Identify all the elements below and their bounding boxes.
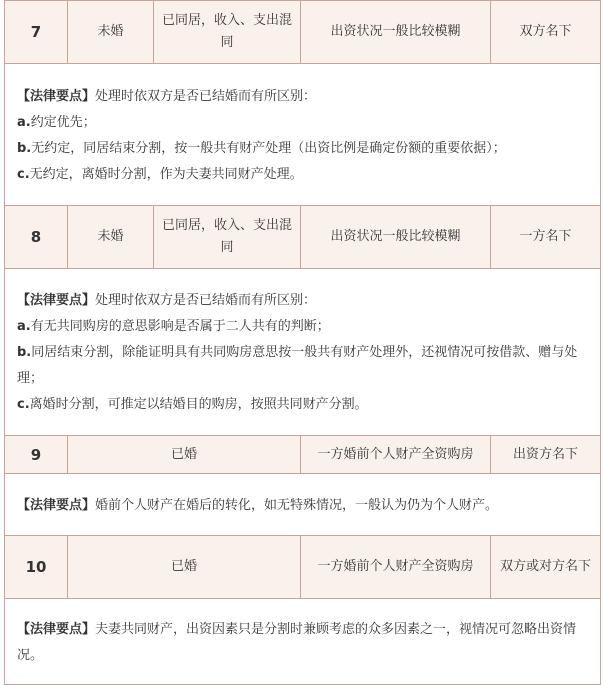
legal-note-intro: 夫妻共同财产，出资因素只是分割时兼顾考虑的众多因素之一，视情况可忽略出资情况。 (17, 621, 577, 663)
marital-status: 未婚 (68, 206, 154, 269)
property-rules-table-page (4, 0, 600, 685)
legal-note-row (5, 64, 601, 206)
case-number: 9 (5, 436, 68, 474)
marital-status: 已婚 (68, 536, 301, 599)
point-label: b. (17, 345, 32, 360)
case-number: 7 (5, 1, 68, 64)
legal-note-key: 【法律要点】 (17, 88, 96, 104)
legal-note-key: 【法律要点】 (17, 497, 96, 513)
table-row (5, 536, 601, 599)
point-text: 约定优先； (30, 114, 96, 130)
legal-note-row (5, 474, 601, 536)
point-label: c. (17, 397, 30, 412)
marital-status: 未婚 (68, 1, 154, 64)
point-text: 有无共同购房的意思影响是否属于二人共有的判断； (30, 319, 330, 334)
funding-situation: 一方婚前个人财产全资购房 (301, 436, 491, 474)
funding-situation: 出资状况一般比较模糊 (301, 1, 491, 64)
legal-note-intro: 处理时依双方是否已结婚而有所区别： (95, 88, 317, 104)
legal-note-row (5, 269, 601, 436)
legal-note-key: 【法律要点】 (17, 621, 96, 637)
legal-note-intro: 处理时依双方是否已结婚而有所区别： (95, 293, 317, 308)
property-rules-table (4, 0, 601, 685)
table-row (5, 206, 601, 269)
title-holder: 出资方名下 (491, 436, 601, 474)
table-row (5, 1, 601, 64)
legal-note (5, 269, 601, 436)
legal-note-row (5, 599, 601, 685)
case-number: 8 (5, 206, 68, 269)
cohabitation-situation: 已同居，收入、支出混同 (154, 206, 301, 269)
point-label: a. (17, 319, 31, 334)
point-text: 无约定，同居结束分割，按一般共有财产处理（出资比例是确定份额的重要依据）； (31, 140, 506, 156)
point-label: a. (17, 114, 31, 130)
marital-status: 已婚 (68, 436, 301, 474)
point-text: 离婚时分割，可推定以结婚目的购房，按照共同财产分割。 (29, 397, 368, 412)
legal-note (5, 474, 601, 536)
cohabitation-situation: 已同居，收入、支出混同 (154, 1, 301, 64)
funding-situation: 出资状况一般比较模糊 (301, 206, 491, 269)
title-holder: 双方名下 (491, 1, 601, 64)
case-number: 10 (5, 536, 68, 599)
point-label: c. (17, 166, 30, 182)
legal-note (5, 64, 601, 206)
title-holder: 一方名下 (491, 206, 601, 269)
table-row (5, 436, 601, 474)
legal-note-intro: 婚前个人财产在婚后的转化，如无特殊情况，一般认为仍为个人财产。 (95, 497, 499, 513)
point-label: b. (17, 140, 32, 156)
title-holder: 双方或对方名下 (491, 536, 601, 599)
legal-note (5, 599, 601, 685)
point-text: 无约定，离婚时分割，作为夫妻共同财产处理。 (29, 166, 303, 182)
legal-note-key: 【法律要点】 (17, 293, 96, 308)
funding-situation: 一方婚前个人财产全资购房 (301, 536, 491, 599)
point-text: 同居结束分割，除能证明具有共同购房意思按一般共有财产处理外，还视情况可按借款、赠与处理； (17, 345, 578, 386)
